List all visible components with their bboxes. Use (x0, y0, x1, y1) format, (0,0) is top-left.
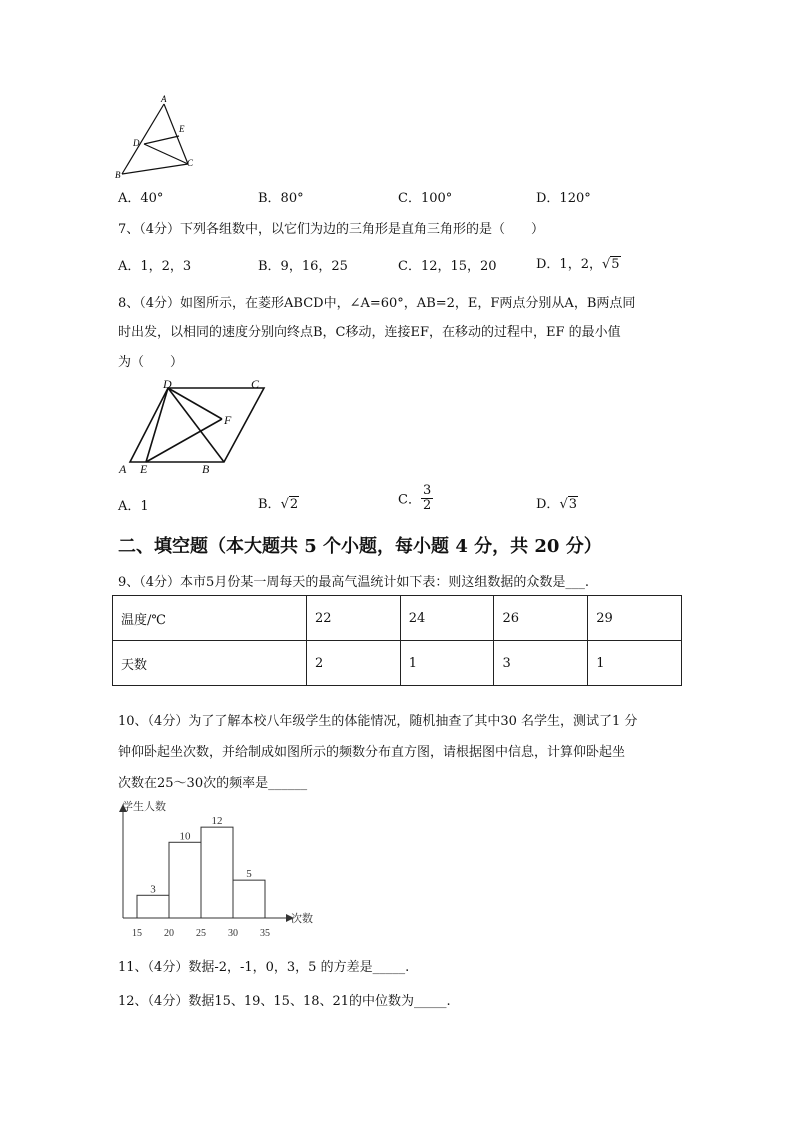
histogram-value-label: 10 (179, 830, 191, 843)
histogram-bar (137, 895, 169, 918)
q10-stem-line3: 次数在25～30次的频率是______ (118, 776, 308, 791)
table-row (113, 641, 682, 686)
table-cell: 天数 (113, 641, 307, 686)
histogram-y-label: 学生人数 (122, 800, 166, 813)
q7-option-d-sqrt: √5 (601, 257, 620, 272)
q9-stem: 9、（4分）本市5月份某一周每天的最高气温统计如下表：则这组数据的众数是___. (118, 575, 589, 590)
q8-option-b-radicand: 2 (289, 497, 299, 512)
q10-stem-line1: 10、（4分）为了了解本校八年级学生的体能情况，随机抽查了其中30 名学生，测试了1 分 (118, 714, 638, 729)
q6-triangle-figure (112, 92, 202, 182)
q8-option-c-denominator: 2 (422, 497, 432, 513)
q8-option-d-radicand: 3 (568, 497, 578, 512)
q8-stem-line1: 8、（4分）如图所示，在菱形ABCD中，∠A=60°，AB=2，E，F两点分别从A，B两点同 (118, 296, 636, 311)
histogram-tick-label: 25 (196, 928, 206, 939)
q6-label-c: C (187, 158, 194, 168)
table-cell: 2 (307, 641, 401, 686)
q6-option-a[interactable]: A．40° (118, 191, 164, 206)
histogram-bar (233, 880, 265, 918)
histogram-x-label: 次数 (291, 912, 313, 925)
q7-option-b[interactable]: B．9，16，25 (258, 259, 348, 274)
q8-option-c-fraction (421, 484, 433, 512)
q6-option-d[interactable]: D．120° (536, 191, 591, 206)
q7-stem: 7、（4分）下列各组数中，以它们为边的三角形是直角三角形的是（ ） (118, 222, 545, 237)
q6-label-b: B (115, 170, 121, 180)
table-cell: 26 (494, 596, 588, 641)
q8-option-b-sqrt: √2 (280, 497, 299, 512)
table-cell: 1 (400, 641, 494, 686)
q8-option-d-sqrt: √3 (559, 497, 578, 512)
table-cell: 29 (588, 596, 682, 641)
q8-option-d-prefix: D． (536, 497, 560, 512)
table-cell: 1 (588, 641, 682, 686)
q7-option-d-prefix: D．1，2， (536, 257, 602, 272)
q8-option-d[interactable] (536, 493, 578, 512)
q6-label-e: E (179, 124, 185, 134)
q8-label-f: F (224, 413, 232, 427)
q8-option-a[interactable]: A．1 (118, 499, 149, 514)
histogram-tick-label: 15 (132, 928, 142, 939)
q7-option-a[interactable]: A．1，2，3 (118, 259, 192, 274)
section-2-title: 二、填空题（本大题共 5 个小题，每小题 4 分，共 20 分） (118, 536, 602, 557)
q8-option-c[interactable] (398, 484, 433, 512)
q6-option-b[interactable]: B．80° (258, 191, 304, 206)
q8-option-c-numerator: 3 (422, 483, 432, 498)
histogram-value-label: 5 (246, 868, 252, 881)
q9-temperature-table (112, 595, 682, 686)
q12-stem: 12、（4分）数据15、19、15、18、21的中位数为_____. (118, 994, 451, 1009)
q8-label-d: D (163, 377, 172, 391)
histogram-value-label: 3 (150, 883, 156, 896)
q8-stem-line3: 为（ ） (118, 355, 184, 370)
q8-label-e: E (140, 462, 148, 476)
q7-option-c[interactable]: C．12，15，20 (398, 259, 497, 274)
q6-option-c[interactable]: C．100° (398, 191, 453, 206)
q8-label-c: C (251, 377, 260, 391)
table-cell: 温度/℃ (113, 596, 307, 641)
q6-label-a: A (161, 94, 167, 104)
histogram-value-label: 12 (211, 815, 223, 828)
table-row (113, 596, 682, 641)
q8-rhombus-figure (112, 374, 282, 478)
q7-option-d-radicand: 5 (611, 257, 620, 272)
table-cell: 22 (307, 596, 401, 641)
q8-option-b-prefix: B． (258, 497, 281, 512)
q8-label-b: B (202, 462, 210, 476)
histogram-tick-label: 35 (260, 928, 270, 939)
q8-label-a: A (119, 462, 127, 476)
q10-histogram (112, 798, 332, 940)
q7-option-d[interactable] (536, 253, 621, 272)
q8-option-b[interactable] (258, 493, 299, 512)
q6-label-d: D (133, 138, 140, 148)
q8-option-c-prefix: C． (398, 492, 421, 508)
q8-stem-line2: 时出发，以相同的速度分别向终点B，C移动，连接EF，在移动的过程中，EF 的最小值 (118, 325, 621, 340)
histogram-tick-label: 30 (228, 928, 238, 939)
q11-stem: 11、（4分）数据-2，-1，0，3，5 的方差是_____. (118, 960, 410, 975)
q10-stem-line2: 钟仰卧起坐次数，并给制成如图所示的频数分布直方图，请根据图中信息，计算仰卧起坐 (118, 745, 626, 760)
histogram-tick-label: 20 (164, 928, 174, 939)
table-cell: 3 (494, 641, 588, 686)
histogram-bar (201, 827, 233, 918)
table-cell: 24 (400, 596, 494, 641)
histogram-bar (169, 842, 201, 918)
